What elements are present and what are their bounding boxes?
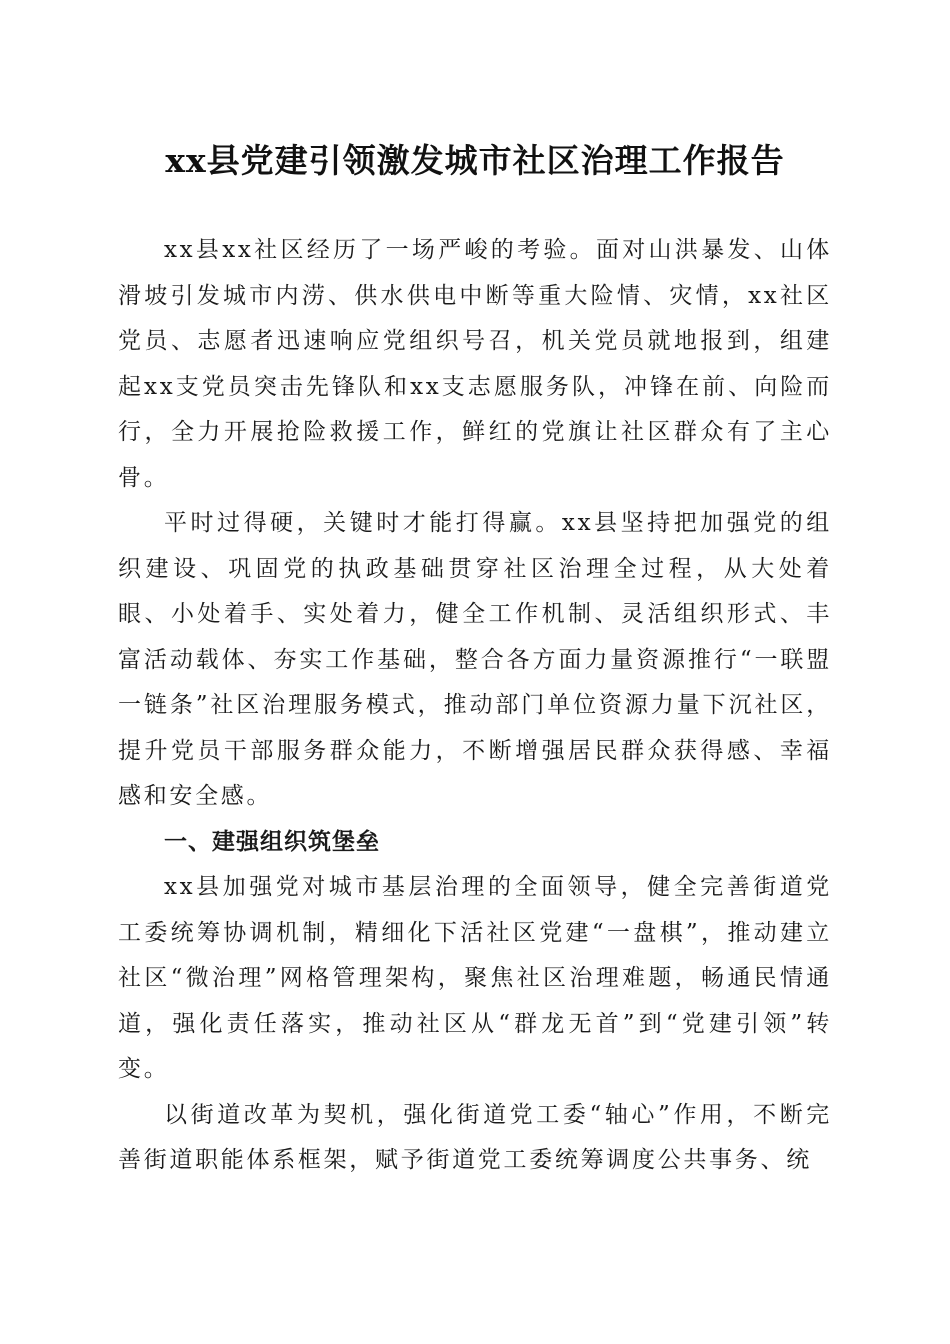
section-heading: 一、建强组织筑堡垒 bbox=[164, 828, 380, 855]
document-body bbox=[118, 228, 832, 1184]
paragraph-overview: 平时过得硬，关键时才能打得赢。xx县坚持把加强党的组织建设、巩固党的执政基础贯穿社区治理全过程，从大处着眼、小处着手、实处着力，健全工作机制、灵活组织形式、丰富活动载体、夯实工作基础，整合各方面力量资源推行“一联盟一链条”社区治理服务模式，推动部门单位资源力量下沉社区，提升党员干部服务群众能力，不断增强居民群众获得感、幸福感和安全感。 bbox=[118, 510, 832, 809]
section-paragraph: xx县加强党对城市基层治理的全面领导，健全完善街道党工委统筹协调机制，精细化下活社区党建“一盘棋”，推动建立社区“微治理”网格管理架构，聚焦社区治理难题，畅通民情通道，强化责任落实，推动社区从“群龙无首”到“党建引领”转变。 bbox=[118, 874, 832, 1082]
paragraph-intro: xx县xx社区经历了一场严峻的考验。面对山洪暴发、山体滑坡引发城市内涝、供水供电中断等重大险情、灾情，xx社区党员、志愿者迅速响应党组织号召，机关党员就地报到，组建起xx支党员突击先锋队和xx支志愿服务队，冲锋在前、向险而行，全力开展抢险救援工作，鲜红的党旗让社区群众有了主心骨。 bbox=[118, 237, 832, 491]
document-title: xx县党建引领激发城市社区治理工作报告 bbox=[165, 141, 785, 180]
section-paragraph: 以街道改革为契机，强化街道党工委“轴心”作用，不断完善街道职能体系框架，赋予街道党工委统筹调度公共事务、统 bbox=[118, 1101, 832, 1173]
